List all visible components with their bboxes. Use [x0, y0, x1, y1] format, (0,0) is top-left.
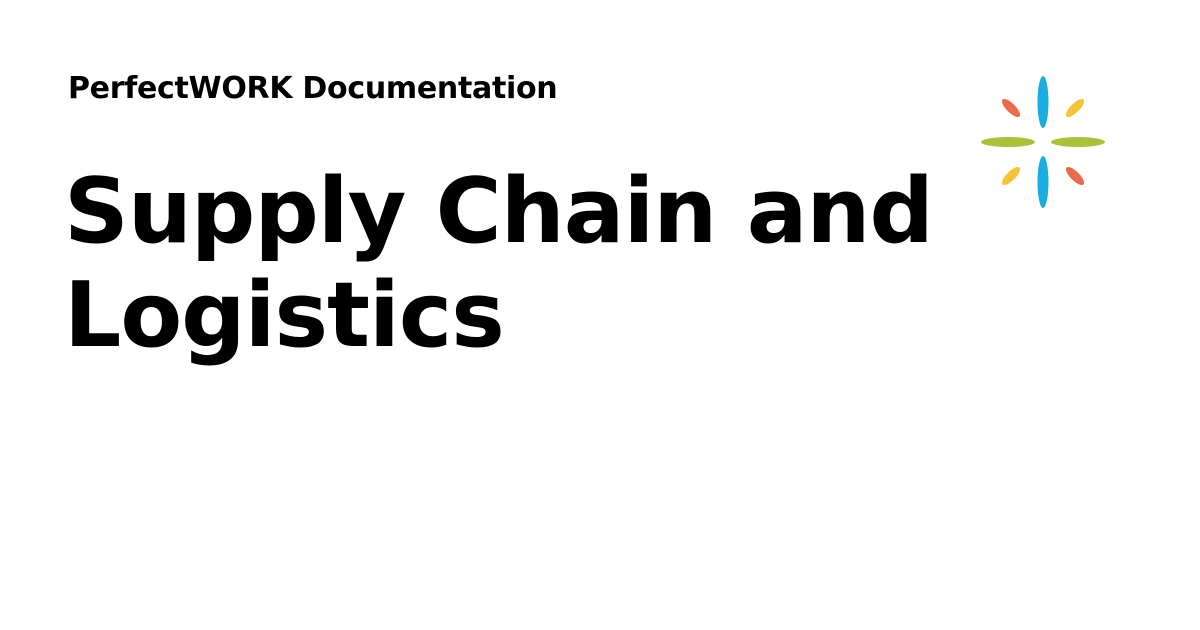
- page-title: Supply Chain and Logistics: [64, 159, 933, 368]
- logo-petal-bottom: [1038, 156, 1049, 208]
- site-name: PerfectWORK Documentation: [68, 71, 558, 106]
- logo-petal-top: [1038, 76, 1049, 128]
- logo-petal-left: [981, 137, 1035, 147]
- petal-burst-logo-icon: [978, 74, 1108, 212]
- logo-petal-top-left: [999, 96, 1022, 119]
- logo-petal-bottom-right: [1063, 164, 1086, 187]
- logo-petal-bottom-left: [999, 164, 1022, 187]
- logo-petal-right: [1051, 137, 1105, 147]
- logo-petal-top-right: [1063, 96, 1086, 119]
